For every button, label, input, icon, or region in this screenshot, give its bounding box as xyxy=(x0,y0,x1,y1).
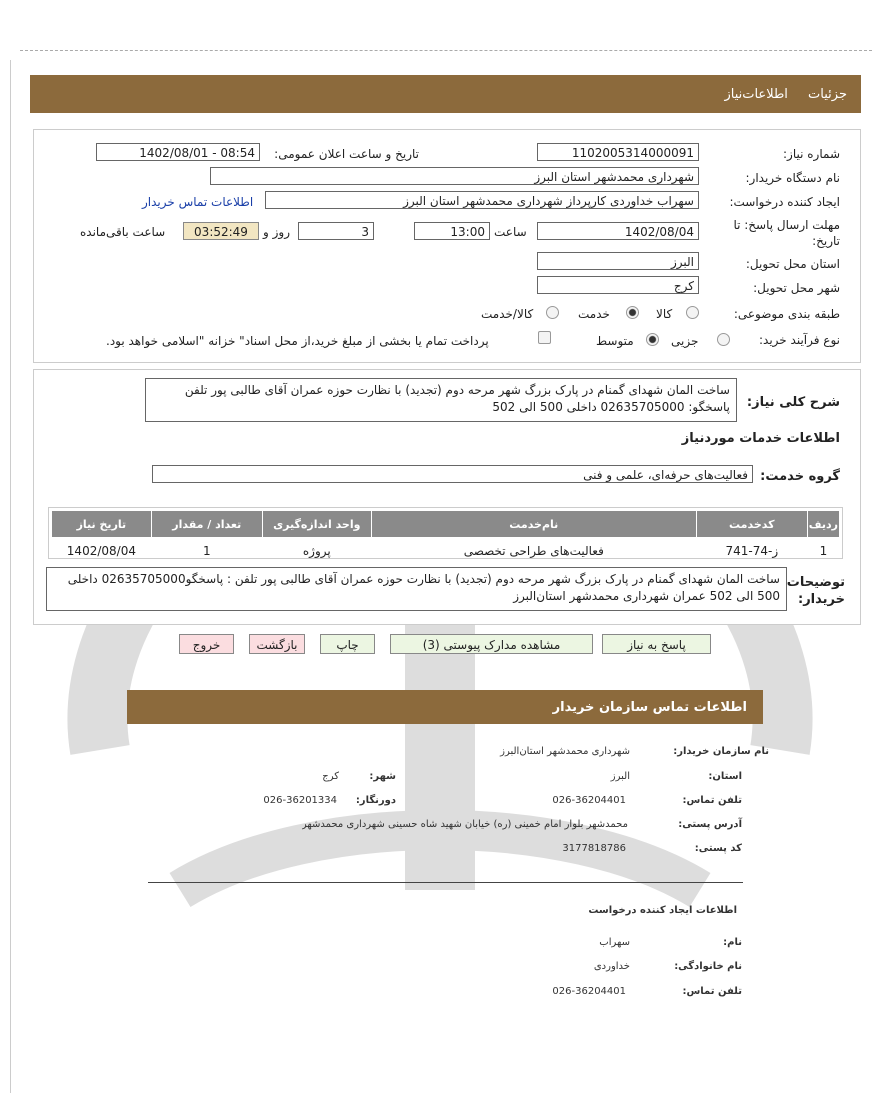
contact-city-value: کرج xyxy=(322,771,339,782)
payment-note: پرداخت تمام یا بخشی از مبلغ خرید،از محل اسناد" خزانه "اسلامی خواهد بود. xyxy=(106,334,489,348)
creator-field: سهراب خداوردی کارپرداز شهرداری محمدشهر استان البرز xyxy=(265,191,699,209)
contact-address-value: محمدشهر بلوار امام خمینی (ره) خیابان شهید شاه حسینی شهرداری محمدشهر xyxy=(301,819,628,830)
days-label: روز و xyxy=(263,225,290,239)
cell-row: 1 xyxy=(807,538,839,565)
tab-need-info[interactable]: اطلاعات‌نیاز xyxy=(724,87,788,102)
creator-name-value: سهراب xyxy=(599,937,630,948)
service-group-label: گروه خدمت: xyxy=(760,469,840,484)
city-field: کرج xyxy=(537,276,699,294)
left-border xyxy=(10,60,11,1093)
category-label: طبقه بندی موضوعی: xyxy=(733,307,840,321)
contact-divider xyxy=(148,882,743,883)
service-table-wrap xyxy=(48,507,843,559)
process-radio-medium[interactable] xyxy=(646,333,659,346)
service-table xyxy=(51,510,840,564)
contact-province-value: البرز xyxy=(610,771,630,782)
contact-fax-value: 026-36201334 xyxy=(263,795,337,806)
col-row: ردیف xyxy=(807,511,839,538)
category-option-goods: کالا xyxy=(656,307,673,321)
reply-button[interactable]: پاسخ به نیاز xyxy=(602,634,711,654)
page-header xyxy=(30,75,861,113)
service-group-field: فعالیت‌های حرفه‌ای، علمی و فنی xyxy=(152,465,753,483)
col-date: تاریخ نیاز xyxy=(52,511,152,538)
exit-button[interactable]: خروج xyxy=(179,634,234,654)
process-label: نوع فرآیند خرید: xyxy=(759,333,840,347)
process-radio-minor[interactable] xyxy=(717,333,730,346)
province-field: البرز xyxy=(537,252,699,270)
table-row xyxy=(52,538,840,565)
attachments-button[interactable]: مشاهده مدارک پیوستی (3) xyxy=(390,634,593,654)
creator-family-value: خداوردی xyxy=(593,961,630,972)
creator-section-title: اطلاعات ایجاد کننده درخواست xyxy=(588,905,737,916)
remaining-timer: 03:52:49 xyxy=(183,222,259,240)
org-value: شهرداری محمدشهر استان‌البرز xyxy=(500,746,630,757)
buyer-notes-label-2: خریدار: xyxy=(798,592,845,607)
category-radio-goods-service[interactable] xyxy=(546,306,559,319)
category-option-service: خدمت xyxy=(578,307,610,321)
cell-unit: پروژه xyxy=(262,538,371,565)
days-field: 3 xyxy=(298,222,374,240)
org-label: نام سازمان خریدار: xyxy=(673,746,769,757)
need-info-panel xyxy=(33,129,861,363)
contact-phone-value: 026-36204401 xyxy=(552,795,626,806)
cell-date: 1402/08/04 xyxy=(52,538,152,565)
cell-qty: 1 xyxy=(151,538,262,565)
creator-family-label: نام خانوادگی: xyxy=(674,961,742,972)
buyer-org-field: شهرداری محمدشهر استان البرز xyxy=(210,167,699,185)
category-radio-goods[interactable] xyxy=(686,306,699,319)
col-name: نام‌خدمت xyxy=(371,511,696,538)
cell-name: فعالیت‌های طراحی تخصصی xyxy=(371,538,696,565)
services-title: اطلاعات خدمات موردنیاز xyxy=(681,431,840,446)
buyer-org-label: نام دستگاه خریدار: xyxy=(745,171,840,185)
process-option-minor: جزیی xyxy=(671,334,699,348)
announce-label: تاریخ و ساعت اعلان عمومی: xyxy=(274,147,419,161)
contact-address-label: آدرس پستی: xyxy=(678,819,742,830)
remaining-label: ساعت باقی‌مانده xyxy=(80,225,166,239)
need-number-field: 1102005314000091 xyxy=(537,143,699,161)
cell-code: ز-74-741 xyxy=(696,538,807,565)
city-label: شهر محل تحویل: xyxy=(753,281,840,295)
deadline-label: مهلت ارسال پاسخ: تا xyxy=(733,218,840,232)
contact-header xyxy=(127,690,763,724)
deadline-label-date: تاریخ: xyxy=(812,234,840,248)
buyer-contact-link[interactable]: اطلاعات تماس خریدار xyxy=(142,195,254,209)
creator-label: ایجاد کننده درخواست: xyxy=(729,195,840,209)
contact-phone-label: تلفن تماس: xyxy=(682,795,742,806)
col-qty: تعداد / مقدار xyxy=(151,511,262,538)
deadline-time-field: 13:00 xyxy=(414,222,490,240)
need-number-label: شماره نیاز: xyxy=(783,147,840,161)
category-option-goods-service: کالا/خدمت xyxy=(481,307,534,321)
contact-postal-label: کد پستی: xyxy=(694,843,742,854)
back-button[interactable]: بازگشت xyxy=(249,634,305,654)
contact-province-label: استان: xyxy=(708,771,742,782)
top-divider xyxy=(20,50,872,51)
creator-phone-label: تلفن تماس: xyxy=(682,986,742,997)
payment-checkbox[interactable] xyxy=(538,331,551,344)
tab-details[interactable]: جزئیات xyxy=(808,87,847,102)
contact-city-label: شهر: xyxy=(369,771,396,782)
time-label: ساعت xyxy=(494,225,527,239)
print-button[interactable]: چاپ xyxy=(320,634,375,654)
contact-postal-value: 3177818786 xyxy=(562,843,626,854)
col-code: کدخدمت xyxy=(696,511,807,538)
category-radio-service[interactable] xyxy=(626,306,639,319)
province-label: استان محل تحویل: xyxy=(745,257,840,271)
announce-field: 1402/08/01 - 08:54 xyxy=(96,143,260,161)
process-option-medium: متوسط xyxy=(596,334,634,348)
deadline-date-field: 1402/08/04 xyxy=(537,222,699,240)
contact-title: اطلاعات تماس سازمان خریدار xyxy=(552,700,747,715)
description-field: ساخت المان شهدای گمنام در پارک بزرگ شهر مرحه دوم (تجدید) با نظارت حوزه عمران آقای طالبی پور تلفن پاسخگو: 02635705000 داخلی 500 الی 502 xyxy=(145,378,737,422)
contact-fax-label: دورنگار: xyxy=(355,795,396,806)
creator-name-label: نام: xyxy=(723,937,742,948)
col-unit: واحد اندازه‌گیری xyxy=(262,511,371,538)
buyer-notes-label: توضیحات xyxy=(786,575,845,590)
creator-phone-value: 026-36204401 xyxy=(552,986,626,997)
buyer-notes-field: ساخت المان شهدای گمنام در پارک بزرگ شهر مرحه دوم (تجدید) با نظارت حوزه عمران آقای طالبی پور تلفن : پاسخگو02635705000 داخلی 500 الی 502 عمران شهرداری محمدشهر استان‌البرز xyxy=(46,567,787,611)
description-label: شرح کلی نیاز: xyxy=(746,395,840,410)
